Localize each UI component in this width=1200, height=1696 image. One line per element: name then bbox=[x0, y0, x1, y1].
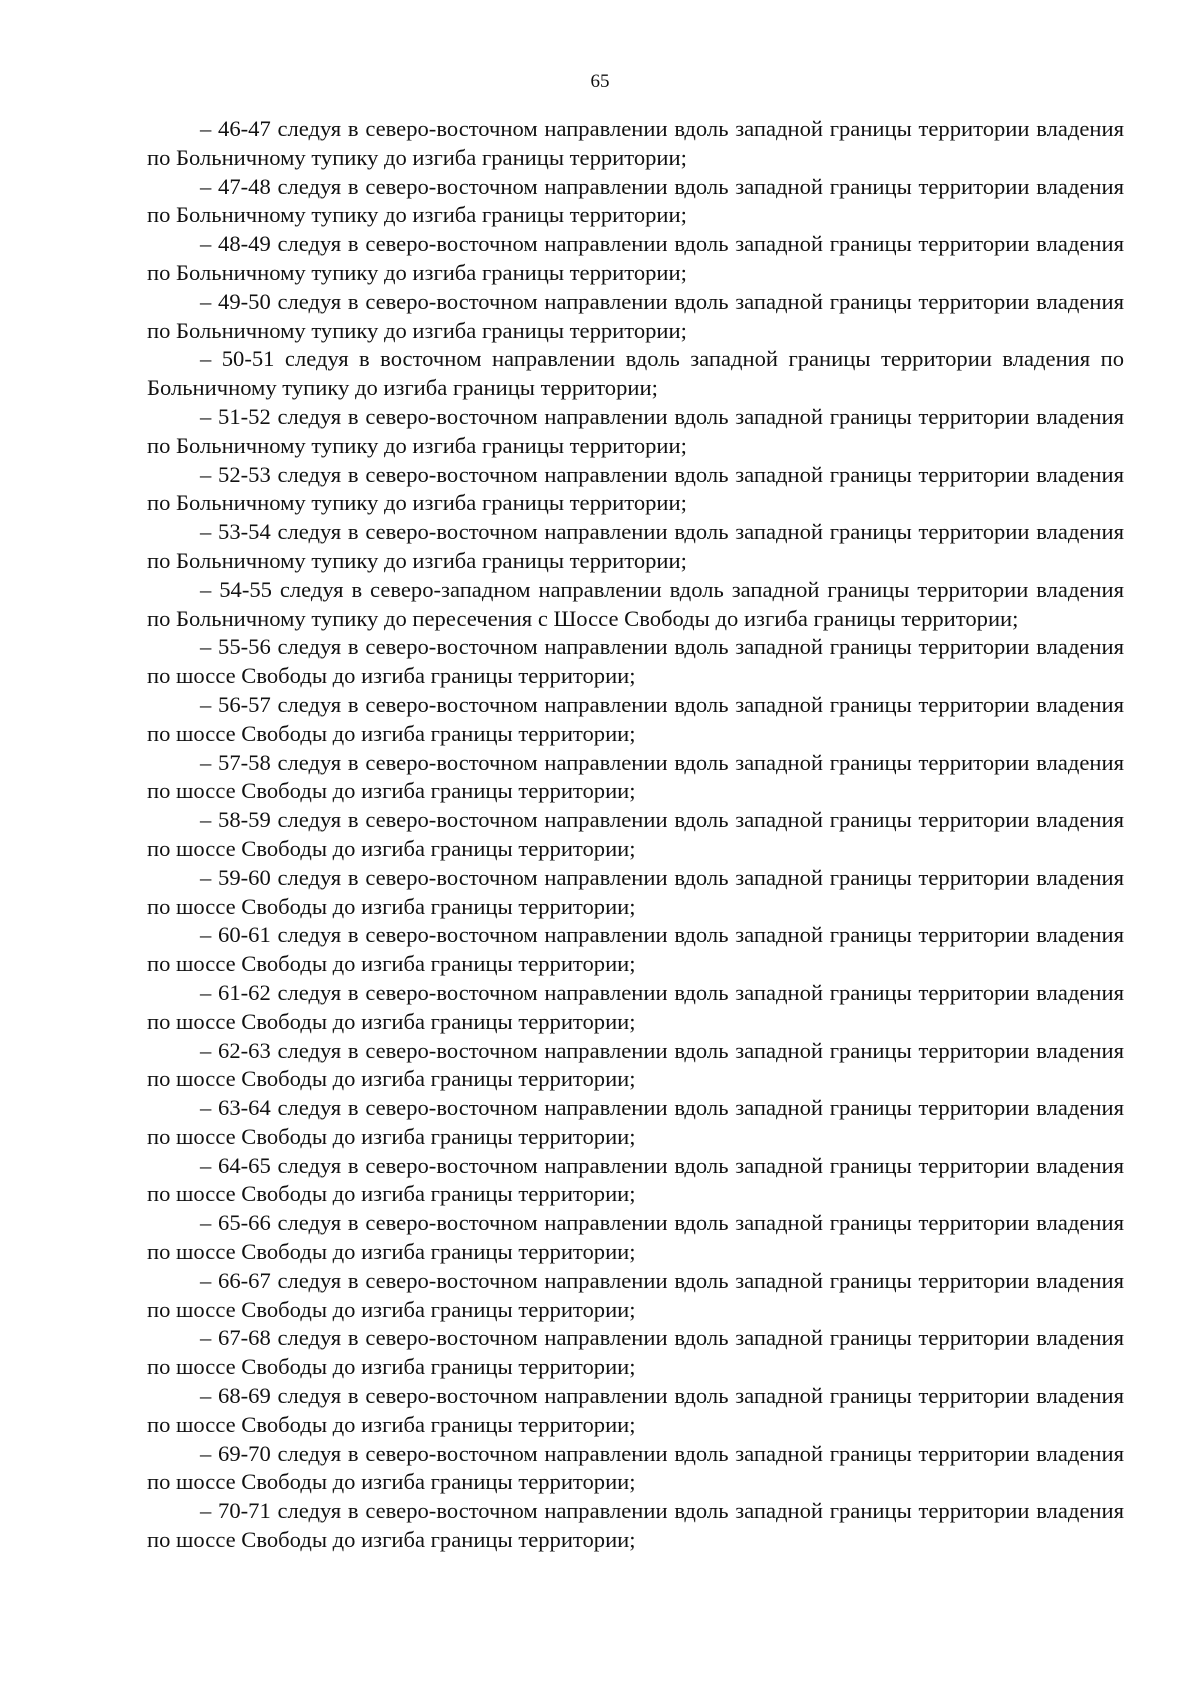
boundary-segment-paragraph: – 59-60 следуя в северо-восточном направлении вдоль западной границы территории владения по шоссе Свободы до изгиба границы территории; bbox=[147, 864, 1124, 919]
boundary-segment-paragraph: – 62-63 следуя в северо-восточном направлении вдоль западной границы территории владения по шоссе Свободы до изгиба границы территории; bbox=[147, 1037, 1124, 1092]
boundary-segment-paragraph: – 53-54 следуя в северо-восточном направлении вдоль западной границы территории владения по Больничному тупику до изгиба границы территории; bbox=[147, 519, 1124, 573]
boundary-segment-paragraph: – 64-65 следуя в северо-восточном направлении вдоль западной границы территории владения по шоссе Свободы до изгиба границы территории; bbox=[147, 1152, 1124, 1207]
boundary-segment-paragraph: – 63-64 следуя в северо-восточном направлении вдоль западной границы территории владения по шоссе Свободы до изгиба границы территории; bbox=[147, 1095, 1124, 1149]
boundary-segment-paragraph: – 60-61 следуя в северо-восточном направлении вдоль западной границы территории владения по шоссе Свободы до изгиба границы территории; bbox=[147, 922, 1124, 977]
boundary-segment-paragraph: – 55-56 следуя в северо-восточном направлении вдоль западной границы территории владения по шоссе Свободы до изгиба границы территории; bbox=[147, 634, 1124, 689]
boundary-segment-paragraph: – 66-67 следуя в северо-восточном направлении вдоль западной границы территории владения по шоссе Свободы до изгиба границы территории; bbox=[147, 1267, 1124, 1322]
boundary-segment-paragraph: – 47-48 следуя в северо-восточном направлении вдоль западной границы территории владения по Больничному тупику до изгиба границы территории; bbox=[147, 173, 1124, 228]
boundary-segment-paragraph: – 52-53 следуя в северо-восточном направлении вдоль западной границы территории владения по Больничному тупику до изгиба границы территории; bbox=[147, 461, 1124, 516]
boundary-segment-paragraph: – 65-66 следуя в северо-восточном направлении вдоль западной границы территории владения по шоссе Свободы до изгиба границы территории; bbox=[147, 1210, 1124, 1265]
page-number: 65 bbox=[590, 71, 610, 92]
boundary-segment-paragraph: – 50-51 следуя в восточном направлении вдоль западной границы территории владения по Больничному тупику до изгиба границы территории; bbox=[147, 346, 1124, 401]
boundary-segment-paragraph: – 68-69 следуя в северо-восточном направлении вдоль западной границы территории владения по шоссе Свободы до изгиба границы территории; bbox=[147, 1383, 1124, 1437]
boundary-segment-paragraph: – 58-59 следуя в северо-восточном направлении вдоль западной границы территории владения по шоссе Свободы до изгиба границы территории; bbox=[147, 807, 1124, 861]
boundary-segment-paragraph: – 54-55 следуя в северо-западном направлении вдоль западной границы территории владения по Больничному тупику до пересечения с Шоссе Свободы до изгиба границы территории; bbox=[147, 576, 1124, 631]
document-body bbox=[147, 115, 1124, 1555]
boundary-segment-paragraph: – 48-49 следуя в северо-восточном направлении вдоль западной границы территории владения по Больничному тупику до изгиба границы территории; bbox=[147, 231, 1124, 285]
boundary-segment-paragraph: – 51-52 следуя в северо-восточном направлении вдоль западной границы территории владения по Больничному тупику до изгиба границы территории; bbox=[147, 403, 1124, 458]
boundary-segment-paragraph: – 56-57 следуя в северо-восточном направлении вдоль западной границы территории владения по шоссе Свободы до изгиба границы территории; bbox=[147, 691, 1124, 746]
boundary-segment-paragraph: – 61-62 следуя в северо-восточном направлении вдоль западной границы территории владения по шоссе Свободы до изгиба границы территории; bbox=[147, 979, 1124, 1034]
boundary-segment-paragraph: – 46-47 следуя в северо-восточном направлении вдоль западной границы территории владения по Больничному тупику до изгиба границы территории; bbox=[147, 116, 1124, 170]
boundary-segment-paragraph: – 57-58 следуя в северо-восточном направлении вдоль западной границы территории владения по шоссе Свободы до изгиба границы территории; bbox=[147, 749, 1124, 804]
boundary-segment-paragraph: – 67-68 следуя в северо-восточном направлении вдоль западной границы территории владения по шоссе Свободы до изгиба границы территории; bbox=[147, 1325, 1124, 1380]
boundary-segment-paragraph: – 69-70 следуя в северо-восточном направлении вдоль западной границы территории владения по шоссе Свободы до изгиба границы территории; bbox=[147, 1440, 1124, 1495]
boundary-segment-paragraph: – 70-71 следуя в северо-восточном направлении вдоль западной границы территории владения по шоссе Свободы до изгиба границы территории; bbox=[147, 1498, 1124, 1553]
boundary-segment-paragraph: – 49-50 следуя в северо-восточном направлении вдоль западной границы территории владения по Больничному тупику до изгиба границы территории; bbox=[147, 288, 1124, 343]
